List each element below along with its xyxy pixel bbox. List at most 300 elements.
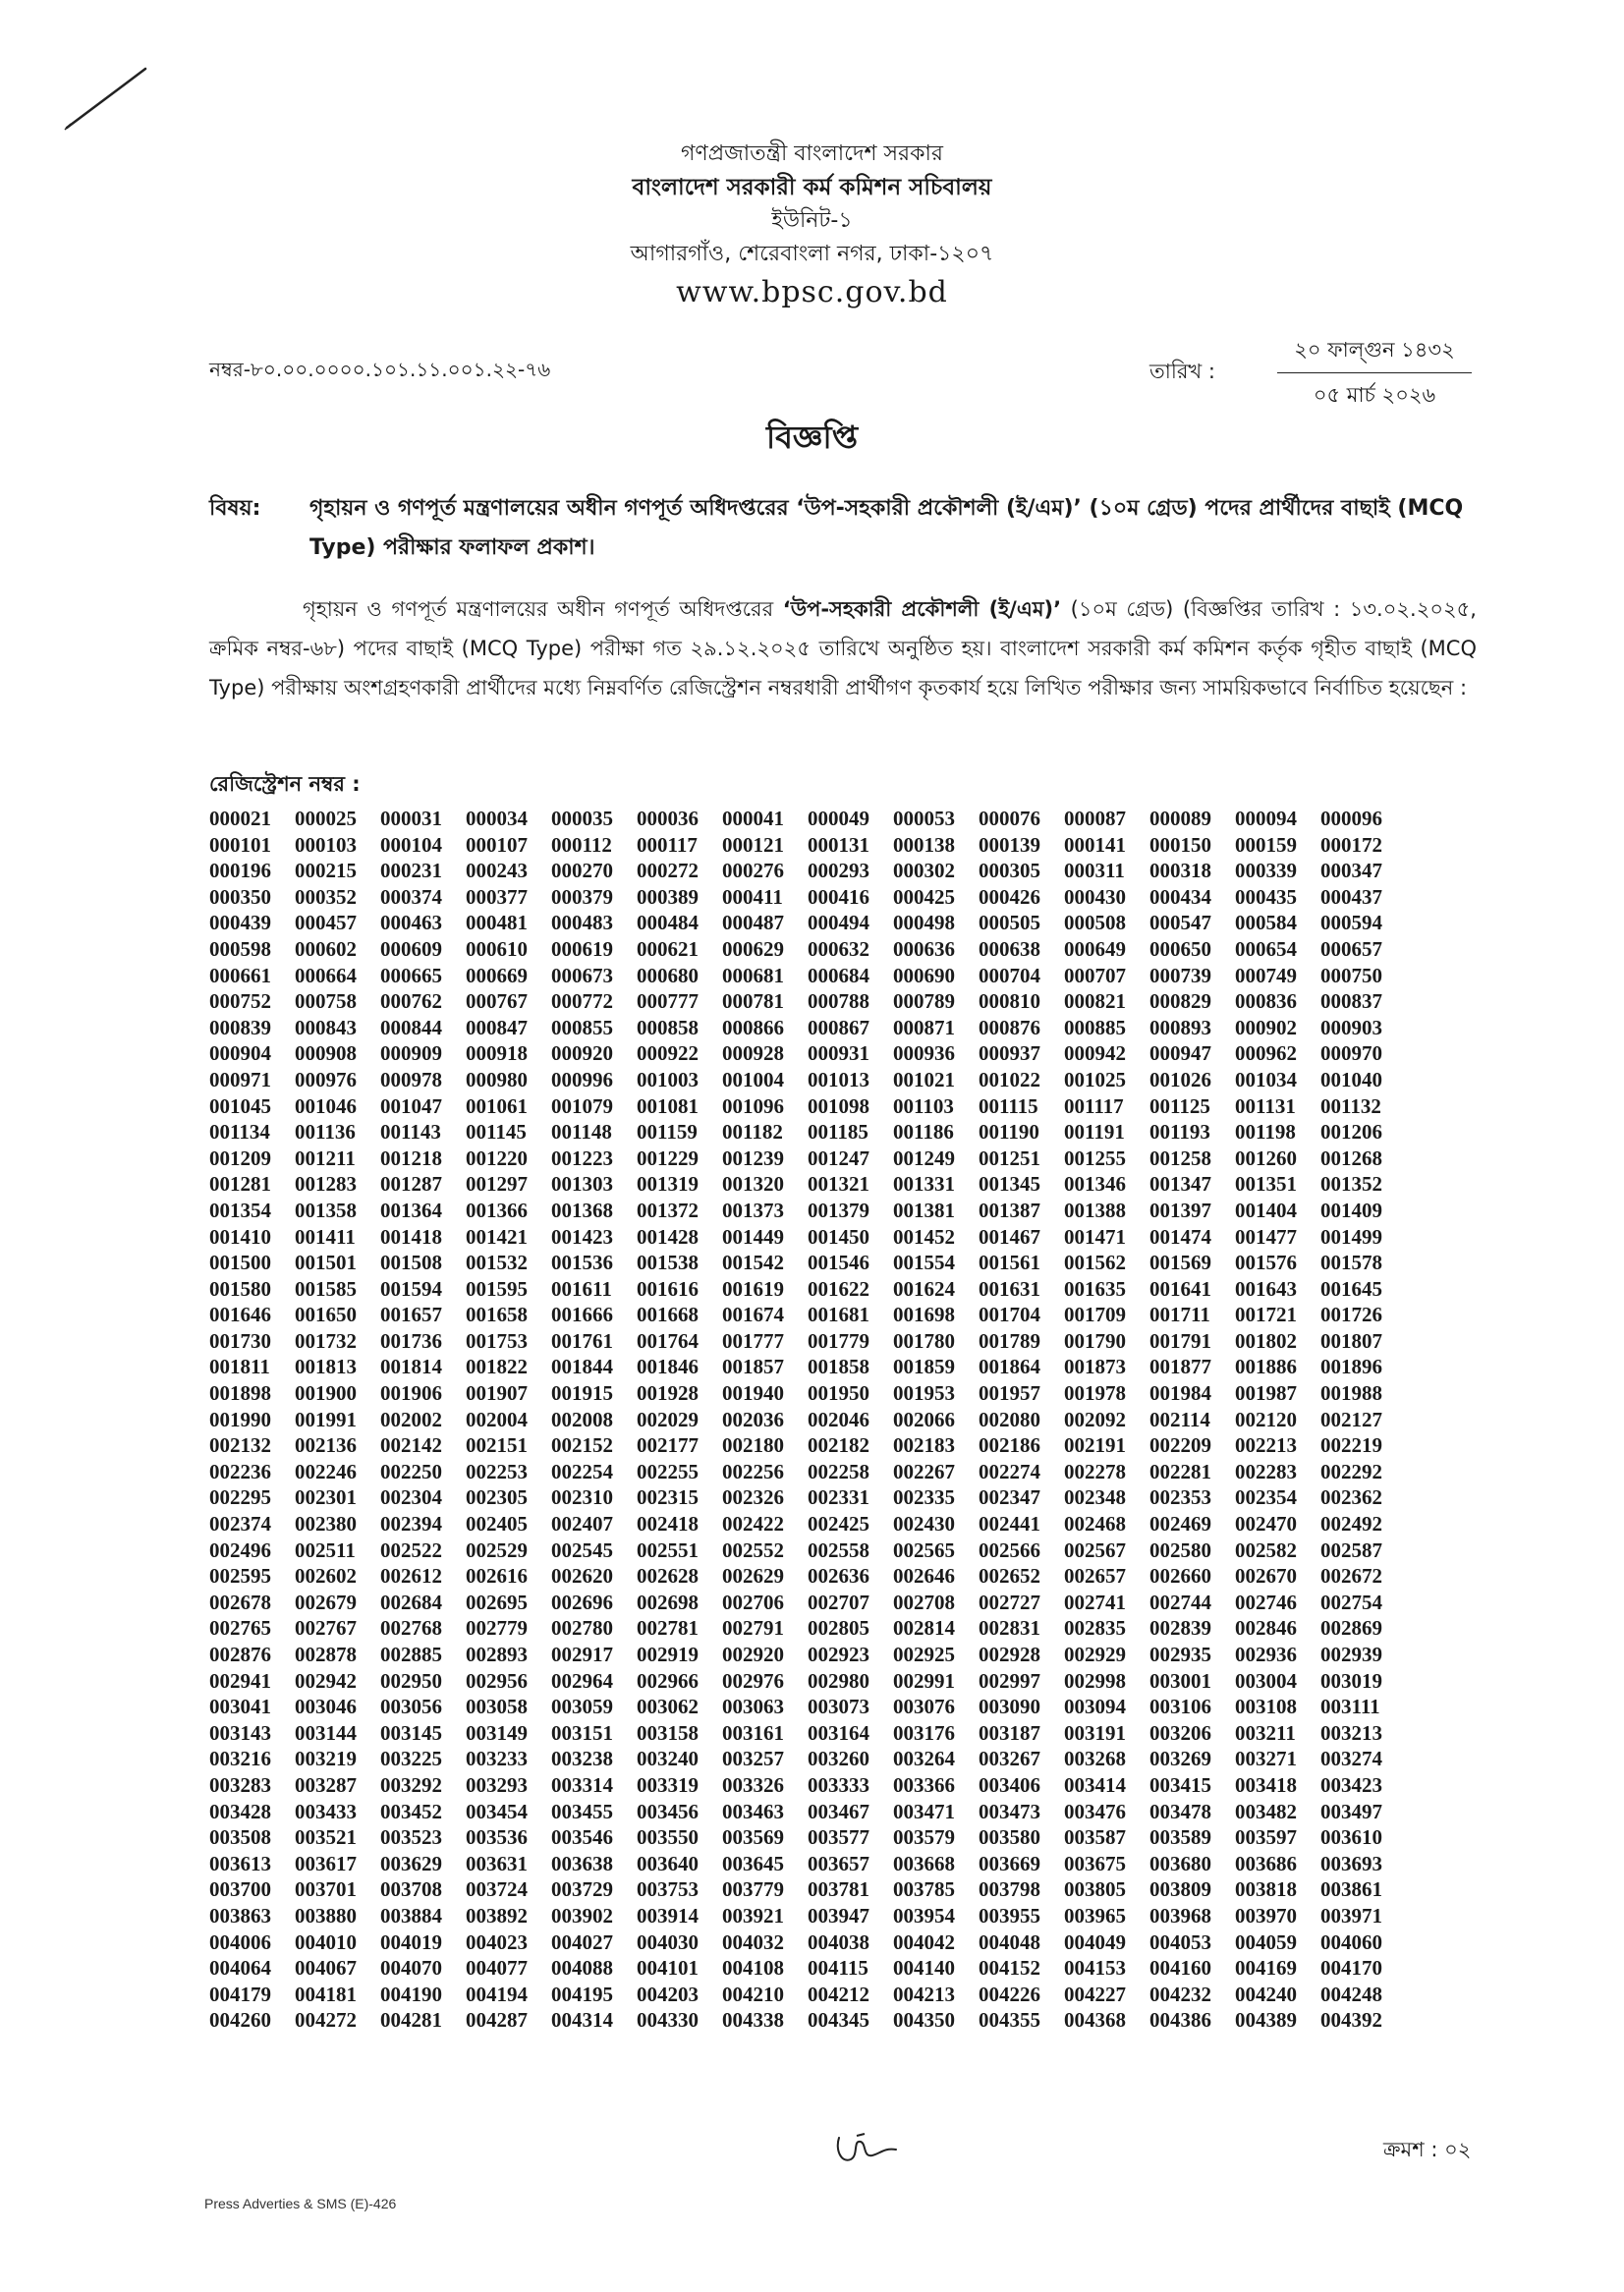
- registration-number: 000996: [551, 1067, 613, 1091]
- registration-number: 000411: [722, 884, 783, 909]
- registration-number: 002278: [1064, 1459, 1126, 1483]
- registration-number: 004181: [295, 1982, 357, 2006]
- registration-number: 001624: [893, 1276, 955, 1301]
- registration-number: 001131: [1235, 1093, 1296, 1118]
- registration-number: 001984: [1149, 1381, 1211, 1406]
- government-name: গণপ্রজাতন্ত্রী বাংলাদেশ সরকার: [680, 141, 944, 166]
- registration-number: 004272: [295, 2008, 357, 2033]
- registration-number: 002305: [466, 1485, 528, 1510]
- registration-number: 003970: [1235, 1903, 1297, 1928]
- registration-number: 003482: [1235, 1799, 1297, 1823]
- registration-number: 004195: [551, 1982, 613, 2006]
- registration-number: 003111: [1320, 1695, 1380, 1719]
- registration-number: 004226: [979, 1982, 1040, 2006]
- registration-number: 003597: [1235, 1825, 1297, 1850]
- registration-number: 003094: [1064, 1695, 1126, 1719]
- registration-number: 000609: [380, 936, 442, 961]
- registration-number: 003287: [295, 1772, 357, 1797]
- registration-number: 003004: [1235, 1668, 1297, 1693]
- registration-number: 000311: [1064, 859, 1125, 883]
- registration-number: 002941: [209, 1668, 271, 1693]
- registration-number: 000021: [209, 807, 271, 830]
- registration-number: 002470: [1235, 1512, 1297, 1537]
- registration-number: 000276: [722, 859, 784, 883]
- registration-number: 002885: [380, 1643, 442, 1666]
- registration-number: 001578: [1320, 1251, 1382, 1275]
- registration-number: 003314: [551, 1772, 613, 1797]
- registration-number: 004345: [808, 2008, 869, 2033]
- registration-number: 002492: [1320, 1512, 1382, 1537]
- registration-number: 004077: [466, 1956, 528, 1981]
- registration-number: 001585: [295, 1276, 357, 1301]
- registration-number: 000425: [893, 884, 955, 909]
- registration-number: 001320: [722, 1172, 784, 1197]
- registration-number: 002529: [466, 1537, 528, 1562]
- registration-number: 001346: [1064, 1172, 1126, 1197]
- registration-number: 002274: [979, 1459, 1040, 1483]
- registration-number: 000844: [380, 1015, 442, 1039]
- registration-number: 001255: [1064, 1146, 1126, 1170]
- registration-number: 002612: [380, 1564, 442, 1589]
- registration-number: 001753: [466, 1328, 528, 1353]
- registration-number: 001844: [551, 1355, 613, 1379]
- registration-number: 004350: [893, 2008, 955, 2033]
- registration-number: 003149: [466, 1720, 528, 1745]
- registration-number: 004053: [1149, 1929, 1211, 1954]
- body-text-part1: গৃহায়ন ও গণপূর্ত মন্ত্রণালয়ের অধীন গণপূর্ত অধিদপ্তরের: [303, 597, 783, 621]
- registration-number: 000665: [380, 963, 442, 987]
- registration-number: 003143: [209, 1720, 271, 1745]
- registration-number: 002846: [1235, 1616, 1297, 1641]
- registration-number: 001730: [209, 1328, 271, 1353]
- registration-number: 001251: [979, 1146, 1040, 1170]
- registration-number: 002629: [722, 1564, 784, 1589]
- registration-number: 001896: [1320, 1355, 1382, 1379]
- registration-number: 001536: [551, 1251, 613, 1275]
- registration-number: 000439: [209, 911, 271, 935]
- registration-number: 002522: [380, 1537, 442, 1562]
- registration-number: 002304: [380, 1485, 442, 1510]
- registration-number: 000435: [1235, 884, 1297, 909]
- registration-number: 004287: [466, 2008, 528, 2033]
- registration-number: 001021: [893, 1067, 955, 1091]
- registration-number: 003271: [1235, 1747, 1297, 1771]
- registration-number: 001641: [1149, 1276, 1211, 1301]
- registration-number: 002950: [380, 1668, 442, 1693]
- registration-number: 001471: [1064, 1224, 1126, 1249]
- registration-number: 001423: [551, 1224, 613, 1249]
- registration-number: 000839: [209, 1015, 271, 1039]
- registration-number: 004240: [1235, 1982, 1297, 2006]
- date-block: [1277, 334, 1472, 414]
- registration-number: 002602: [295, 1564, 357, 1589]
- registration-number: 001811: [209, 1355, 270, 1379]
- registration-number: 001331: [893, 1172, 955, 1197]
- registration-number: 001595: [466, 1276, 528, 1301]
- registration-number: 004190: [380, 1982, 442, 2006]
- letterhead: [0, 138, 1624, 314]
- registration-number: 003406: [979, 1772, 1040, 1797]
- registration-number: 003001: [1149, 1668, 1211, 1693]
- registration-number: 001554: [893, 1251, 955, 1275]
- registration-number: 001421: [466, 1224, 528, 1249]
- registration-number: 003452: [380, 1799, 442, 1823]
- registration-number: 001136: [295, 1120, 356, 1145]
- registration-number: 001388: [1064, 1198, 1126, 1222]
- registration-number: 003073: [808, 1695, 869, 1719]
- registration-number: 001569: [1149, 1251, 1211, 1275]
- registration-number: 000112: [551, 832, 612, 857]
- registration-number: 003433: [295, 1799, 357, 1823]
- registration-number: 001125: [1149, 1093, 1210, 1118]
- registration-number: 001658: [466, 1303, 528, 1327]
- registration-number: 000034: [466, 807, 528, 830]
- registration-number: 001500: [209, 1251, 271, 1275]
- registration-number: 001508: [380, 1251, 442, 1275]
- registration-number: 001103: [893, 1093, 954, 1118]
- registration-number: 002835: [1064, 1616, 1126, 1641]
- registration-number: 003657: [808, 1851, 869, 1875]
- registration-number: 002814: [893, 1616, 955, 1641]
- registration-number: 001372: [637, 1198, 699, 1222]
- subject-text: গৃহায়ন ও গণপূর্ত মন্ত্রণালয়ের অধীন গণপূর্ত অধিদপ্তরের ‘উপ-সহকারী প্রকৌশলী (ই/এম)’ (১০ম গ্রেড) পদের প্রার্থীদের বাছাই (MCQ Type) পরীক্ষার ফলাফল প্রকাশ।: [309, 496, 1464, 560]
- registration-number: 002418: [637, 1512, 699, 1537]
- registration-number: 002919: [637, 1643, 699, 1666]
- registration-number: 001247: [808, 1146, 869, 1170]
- registration-number: 000707: [1064, 963, 1126, 987]
- registration-number: 004203: [637, 1982, 699, 2006]
- registration-number: 001229: [637, 1146, 699, 1170]
- registration-number: 001047: [380, 1093, 442, 1118]
- registration-number: 002310: [551, 1485, 613, 1510]
- registration-number: 003164: [808, 1720, 869, 1745]
- registration-number: 001364: [380, 1198, 442, 1222]
- registration-number: 003145: [380, 1720, 442, 1745]
- registration-number: 001928: [637, 1381, 699, 1406]
- registration-number: 003779: [722, 1877, 784, 1902]
- registration-number: 000101: [209, 832, 271, 857]
- registration-number: 000150: [1149, 832, 1211, 857]
- registration-number: 002213: [1235, 1433, 1297, 1458]
- registration-number: 003809: [1149, 1877, 1211, 1902]
- registration-number: 001650: [295, 1303, 357, 1327]
- registration-number: 002684: [380, 1590, 442, 1614]
- registration-number: 002004: [466, 1407, 528, 1431]
- registration-number: 001193: [1149, 1120, 1210, 1145]
- registration-number: 001790: [1064, 1328, 1126, 1353]
- registration-number: 002029: [637, 1407, 699, 1431]
- registration-number: 002652: [979, 1564, 1040, 1589]
- registration-number: 003798: [979, 1877, 1040, 1902]
- registration-number: 002209: [1149, 1433, 1211, 1458]
- registration-number: 004170: [1320, 1956, 1382, 1981]
- registration-number: 002920: [722, 1643, 784, 1666]
- registration-number: 002791: [722, 1616, 784, 1641]
- registration-number: 001096: [722, 1093, 784, 1118]
- registration-number: 004314: [551, 2008, 613, 2033]
- registration-number: 004260: [209, 2008, 271, 2033]
- registration-number: 004213: [893, 1982, 955, 2006]
- registration-number: 002441: [979, 1512, 1040, 1537]
- registration-number: 000377: [466, 884, 528, 909]
- registration-number: 001726: [1320, 1303, 1382, 1327]
- registration-number: 000272: [637, 859, 699, 883]
- registration-number: 002566: [979, 1537, 1040, 1562]
- registration-number: 000866: [722, 1015, 784, 1039]
- registration-number: 001645: [1320, 1276, 1382, 1301]
- registration-number: 004160: [1149, 1956, 1211, 1981]
- registration-number: 002152: [551, 1433, 613, 1458]
- registration-number: 001143: [380, 1120, 441, 1145]
- registration-number: 001004: [722, 1067, 784, 1091]
- date-english: ০৫ মার্চ ২০২৬: [1313, 383, 1436, 407]
- registration-number: 000159: [1235, 832, 1297, 857]
- registration-number: 001858: [808, 1355, 869, 1379]
- registration-number: 000762: [380, 989, 442, 1014]
- registration-number: 002236: [209, 1459, 271, 1483]
- registration-number: 004059: [1235, 1929, 1297, 1954]
- registration-number: 003675: [1064, 1851, 1126, 1875]
- registration-number: 003805: [1064, 1877, 1126, 1902]
- registration-number: 003693: [1320, 1851, 1382, 1875]
- registration-number: 000789: [893, 989, 955, 1014]
- registration-number: 003569: [722, 1825, 784, 1850]
- registration-number: 004027: [551, 1929, 613, 1954]
- registration-number: 000649: [1064, 936, 1126, 961]
- registration-number: 001987: [1235, 1381, 1297, 1406]
- registration-number: 004152: [979, 1956, 1040, 1981]
- registration-number: 001260: [1235, 1146, 1297, 1170]
- registration-number: 001418: [380, 1224, 442, 1249]
- registration-number: 000629: [722, 936, 784, 961]
- registration-number: 004153: [1064, 1956, 1126, 1981]
- registration-number: 003059: [551, 1695, 613, 1719]
- registration-number: 000379: [551, 884, 613, 909]
- registration-number: 002114: [1149, 1407, 1210, 1431]
- registration-number: 001283: [295, 1172, 357, 1197]
- registration-number: 002120: [1235, 1407, 1297, 1431]
- registration-number: 002219: [1320, 1433, 1382, 1458]
- body-paragraph: [209, 589, 1477, 707]
- registration-number: 003206: [1149, 1720, 1211, 1745]
- registration-number: 003680: [1149, 1851, 1211, 1875]
- registration-number: 000350: [209, 884, 271, 909]
- registration-number: 001846: [637, 1355, 699, 1379]
- registration-number: 000547: [1149, 911, 1211, 935]
- registration-number: 003971: [1320, 1903, 1382, 1928]
- registration-number: 003151: [551, 1720, 613, 1745]
- registration-number: 000871: [893, 1015, 955, 1039]
- registration-number: 000621: [637, 936, 699, 961]
- registration-number: 001915: [551, 1381, 613, 1406]
- registration-number: 004169: [1235, 1956, 1297, 1981]
- registration-number: 000076: [979, 807, 1040, 830]
- registration-number: 000752: [209, 989, 271, 1014]
- registration-number: 001411: [295, 1224, 356, 1249]
- registration-number: 001022: [979, 1067, 1040, 1091]
- registration-number: 003914: [637, 1903, 699, 1928]
- registration-number: 000089: [1149, 807, 1211, 830]
- registration-number: 002250: [380, 1459, 442, 1483]
- pen-stroke-icon: [59, 59, 157, 138]
- registration-number: 002008: [551, 1407, 613, 1431]
- registration-number: 001978: [1064, 1381, 1126, 1406]
- registration-number: 001711: [1149, 1303, 1210, 1327]
- registration-number: 000661: [209, 963, 271, 987]
- registration-number: 003631: [466, 1851, 528, 1875]
- registration-number: 000777: [637, 989, 699, 1014]
- registration-number: 001474: [1149, 1224, 1211, 1249]
- body-text-part2: (১০ম গ্রেড) (বিজ্ঞপ্তির তারিখ : ১৩.০২.২০২৫, ক্রমিক নম্বর-৬৮) পদের বাছাই (MCQ Type) পরীক্ষা গত ২৯.১২.২০২৫ তারিখে অনুষ্ঠিত হয়। বাংলাদেশ সরকারী কর্ম কমিশন কর্তৃক গৃহীত বাছাই (MCQ Type) পরীক্ষায় অংশগ্রহণকারী প্রার্থীদের মধ্যে নিম্নবর্ণিত রেজিস্ট্রেশন নম্বরধারী প্রার্থীগণ কৃতকার্য হয়ে লিখিত পরীক্ষার জন্য সাময়িকভাবে নির্বাচিত হয়েছেন :: [209, 597, 1477, 699]
- registration-number: 003947: [808, 1903, 869, 1928]
- registration-number: 004392: [1320, 2008, 1382, 2033]
- registration-number: 001218: [380, 1146, 442, 1170]
- registration-number: 002695: [466, 1590, 528, 1614]
- registration-number: 003954: [893, 1903, 955, 1928]
- registration-number: 001303: [551, 1172, 613, 1197]
- registration-number: 003708: [380, 1877, 442, 1902]
- registration-number: 002180: [722, 1433, 784, 1458]
- registration-number: 000172: [1320, 832, 1382, 857]
- registration-number: 001040: [1320, 1067, 1382, 1091]
- registration-number: 000131: [808, 832, 869, 857]
- registration-number: 003629: [380, 1851, 442, 1875]
- registration-number: 002893: [466, 1643, 528, 1666]
- registration-number: 002660: [1149, 1564, 1211, 1589]
- registration-number: 002706: [722, 1590, 784, 1614]
- registration-number: 000970: [1320, 1041, 1382, 1066]
- registration-number: 000681: [722, 963, 784, 987]
- registration-number: 003921: [722, 1903, 784, 1928]
- registration-number: 002552: [722, 1537, 784, 1562]
- continuation-note: ক্রমশ : ০২: [1383, 2138, 1472, 2161]
- registration-number: 001562: [1064, 1251, 1126, 1275]
- registration-number: 000483: [551, 911, 613, 935]
- registration-number: 000836: [1235, 989, 1297, 1014]
- registration-number: 003471: [893, 1799, 955, 1823]
- registration-number: 002646: [893, 1564, 955, 1589]
- registration-number: 002186: [979, 1433, 1040, 1458]
- registration-number: 001898: [209, 1381, 271, 1406]
- registration-heading: রেজিস্ট্রেশন নম্বর :: [209, 772, 361, 796]
- registration-number: 000196: [209, 859, 271, 883]
- registration-number: 002765: [209, 1616, 271, 1641]
- registration-number: 000739: [1149, 963, 1211, 987]
- registration-number: 001148: [551, 1120, 612, 1145]
- registration-number: 002595: [209, 1564, 271, 1589]
- date-bangla: ২০ ফাল্গুন ১৪৩২: [1277, 334, 1472, 373]
- registration-number: 000430: [1064, 884, 1126, 909]
- registration-number: 000947: [1149, 1041, 1211, 1066]
- registration-number: 002781: [637, 1616, 699, 1641]
- registration-number: 002092: [1064, 1407, 1126, 1431]
- registration-number: 000876: [979, 1015, 1040, 1039]
- registration-number: 001025: [1064, 1067, 1126, 1091]
- registration-number: 001906: [380, 1381, 442, 1406]
- registration-number: 003283: [209, 1772, 271, 1797]
- registration-number: 000138: [893, 832, 955, 857]
- registration-number: 003669: [979, 1851, 1040, 1875]
- registration-number: 003476: [1064, 1799, 1126, 1823]
- registration-number: 002942: [295, 1668, 357, 1693]
- registration-number: 002628: [637, 1564, 699, 1589]
- registration-number: 001780: [893, 1328, 955, 1353]
- registration-number: 002292: [1320, 1459, 1382, 1483]
- registration-number: 000498: [893, 911, 955, 935]
- registration-number: 002315: [637, 1485, 699, 1510]
- registration-number: 002142: [380, 1433, 442, 1458]
- registration-number: 000781: [722, 989, 784, 1014]
- registration-number: 002283: [1235, 1459, 1297, 1483]
- registration-number: 003326: [722, 1772, 784, 1797]
- registration-number: 003617: [295, 1851, 357, 1875]
- registration-number: 003269: [1149, 1747, 1211, 1771]
- registration-number: 002066: [893, 1407, 955, 1431]
- subject-label: বিষয়:: [209, 496, 261, 521]
- registration-number: 002917: [551, 1643, 613, 1666]
- registration-number: 001428: [637, 1224, 699, 1249]
- registration-number: 001900: [295, 1381, 357, 1406]
- registration-number: 003158: [637, 1720, 699, 1745]
- registration-number: 000788: [808, 989, 869, 1014]
- registration-number: 002551: [637, 1537, 699, 1562]
- registration-number: 002347: [979, 1485, 1040, 1510]
- registration-number: 004010: [295, 1929, 357, 1954]
- registration-number: 000484: [637, 911, 699, 935]
- registration-number: 003428: [209, 1799, 271, 1823]
- registration-number: 003233: [466, 1747, 528, 1771]
- registration-number: 000347: [1320, 859, 1382, 883]
- registration-number: 001953: [893, 1381, 955, 1406]
- registration-number: 001580: [209, 1276, 271, 1301]
- registration-number: 002936: [1235, 1643, 1297, 1666]
- registration-number: 000305: [979, 859, 1040, 883]
- registration-number: 002405: [466, 1512, 528, 1537]
- registration-number: 002253: [466, 1459, 528, 1483]
- registration-number: 003892: [466, 1903, 528, 1928]
- registration-number: 000928: [722, 1041, 784, 1066]
- registration-number: 000049: [808, 807, 869, 830]
- address: আগারগাঁও, শেরেবাংলা নগর, ঢাকা-১২০৭: [630, 242, 994, 266]
- registration-number: 001079: [551, 1093, 613, 1118]
- registration-number: 002348: [1064, 1485, 1126, 1510]
- registration-number: 003454: [466, 1799, 528, 1823]
- registration-number: 000270: [551, 859, 613, 883]
- registration-number: 002422: [722, 1512, 784, 1537]
- registration-number: 003161: [722, 1720, 784, 1745]
- registration-number: 000843: [295, 1015, 357, 1039]
- registration-number: 003587: [1064, 1825, 1126, 1850]
- registration-number: 001132: [1320, 1093, 1381, 1118]
- registration-number: 000867: [808, 1015, 869, 1039]
- registration-number: 001368: [551, 1198, 613, 1222]
- registration-number: 004108: [722, 1956, 784, 1981]
- registration-number: 000141: [1064, 832, 1126, 857]
- registration-number: 002998: [1064, 1668, 1126, 1693]
- registration-number: 002258: [808, 1459, 869, 1483]
- registration-number: 001134: [209, 1120, 270, 1145]
- registration-number: 001631: [979, 1276, 1040, 1301]
- registration-number: 002425: [808, 1512, 869, 1537]
- registration-number: 002956: [466, 1668, 528, 1693]
- registration-number: 001532: [466, 1251, 528, 1275]
- website: www.bpsc.gov.bd: [676, 275, 948, 309]
- registration-number: 002746: [1235, 1590, 1297, 1614]
- registration-number: 003292: [380, 1772, 442, 1797]
- registration-number: 003058: [466, 1695, 528, 1719]
- registration-number: 002964: [551, 1668, 613, 1693]
- registration-number: 002267: [893, 1459, 955, 1483]
